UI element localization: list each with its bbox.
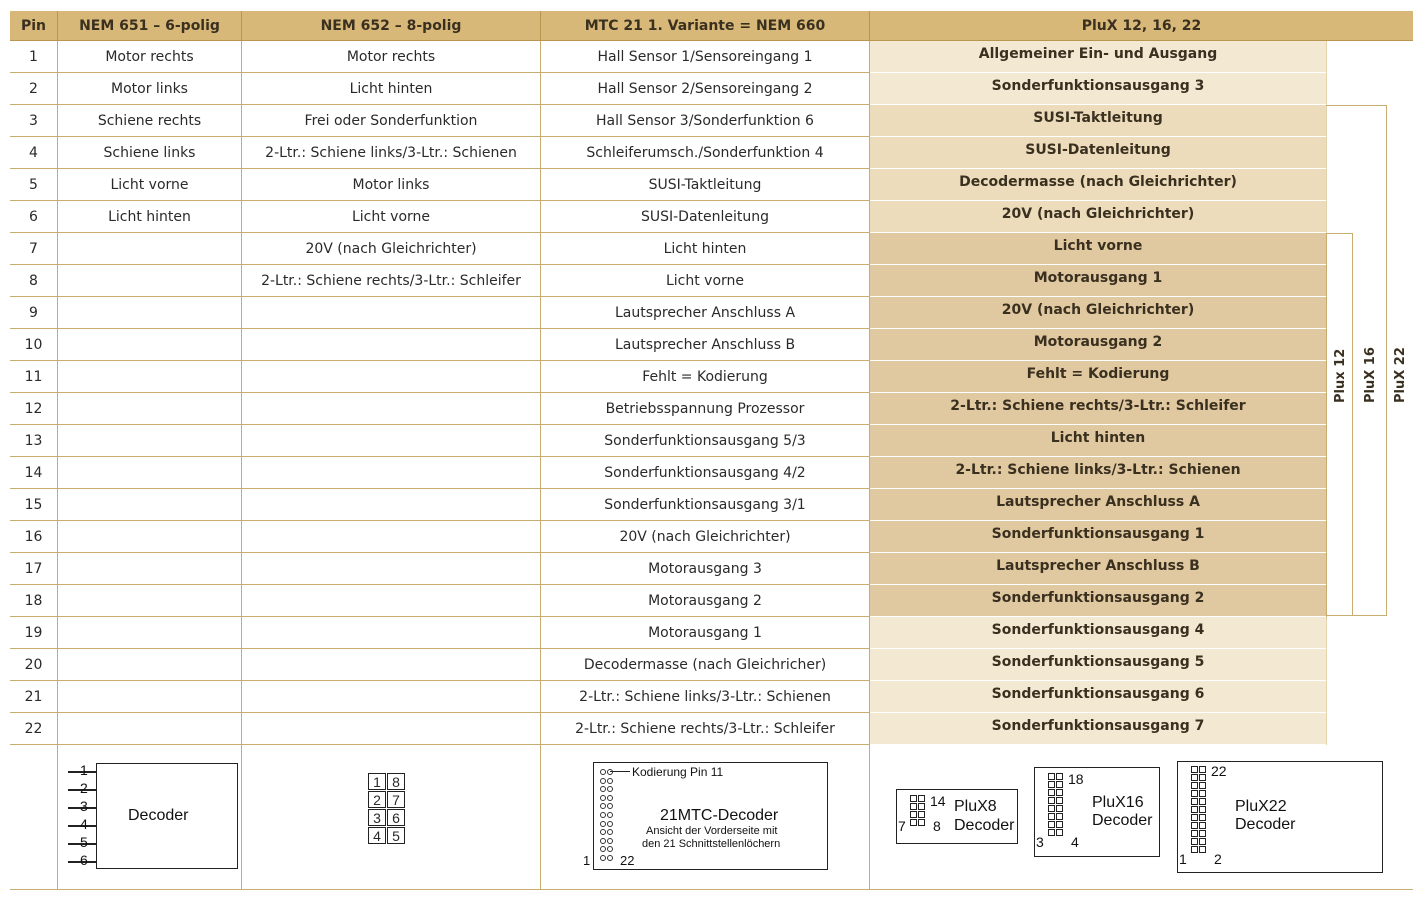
nem651-cell [58,393,242,425]
plux12-label: Plux 12 [1333,348,1348,403]
mtc21-hole [607,812,613,818]
mtc21-hole [607,769,613,775]
nem652-cell [242,649,541,681]
plux-row-edge [1326,713,1327,745]
plux-cell: Sonderfunktionsausgang 6 [870,681,1326,713]
pin-number-cell: 3 [10,105,58,137]
pin-number-cell: 4 [10,137,58,169]
mtc21-diagram [583,762,828,870]
nem651-cell [58,585,242,617]
nem652-cell: 2-Ltr.: Schiene rechts/3-Ltr.: Schleifer [242,265,541,297]
header-plux: PluX 12, 16, 22 [870,11,1413,41]
nem652-diagram [368,773,408,853]
mtc21-pin-last: 22 [620,853,635,868]
nem651-pin-label: 1 [80,762,88,778]
pin-number-cell: 22 [10,713,58,745]
nem651-pin-label: 2 [80,780,88,796]
plux-pin-square [918,811,925,818]
plux-pin-square [1056,773,1063,780]
pin-number-cell: 9 [10,297,58,329]
nem651-pin-label: 4 [80,816,88,832]
nem652-cell [242,553,541,585]
plux-cell: 2-Ltr.: Schiene links/3-Ltr.: Schienen [870,457,1326,489]
nem651-decoder-label: Decoder [128,807,189,824]
plux-cell: SUSI-Datenleitung [870,137,1326,169]
mtc21-cell: 20V (nach Gleichrichter) [541,521,870,553]
header-nem652: NEM 652 – 8-polig [242,11,541,41]
plux-pin-square [1199,790,1206,797]
diagram-plux-cell [870,745,1413,890]
plux22-sub: Decoder [1235,816,1296,833]
plux8-title: PluX8 [954,798,997,815]
mtc21-hole [600,795,606,801]
plux-pin-square [1191,766,1198,773]
plux22-diagram [1177,761,1383,873]
plux8-pin-top: 14 [930,793,946,809]
mtc21-hole [607,838,613,844]
mtc21-cell: Hall Sensor 3/Sonderfunktion 6 [541,105,870,137]
plux-cell: Sonderfunktionsausgang 7 [870,713,1326,745]
mtc21-cell: 2-Ltr.: Schiene rechts/3-Ltr.: Schleifer [541,713,870,745]
mtc21-cell: Decodermasse (nach Gleichricher) [541,649,870,681]
nem652-cell [242,521,541,553]
plux-pin-square [1191,846,1198,853]
nem651-pin-label: 3 [80,798,88,814]
plux-pin-square [918,819,925,826]
mtc21-cell: Lautsprecher Anschluss B [541,329,870,361]
plux-cell: Allgemeiner Ein- und Ausgang [870,41,1326,73]
mtc21-coding-arrow [610,771,630,772]
mtc21-cell: Sonderfunktionsausgang 5/3 [541,425,870,457]
mtc21-hole [600,778,606,784]
plux16-pin-top: 18 [1068,771,1084,787]
mtc21-cell: Sonderfunktionsausgang 4/2 [541,457,870,489]
plux-pin-square [910,811,917,818]
nem652-cell [242,425,541,457]
nem651-cell [58,649,242,681]
nem652-pin-box: 4 [368,827,386,844]
nem651-cell [58,457,242,489]
mtc21-cell: 2-Ltr.: Schiene links/3-Ltr.: Schienen [541,681,870,713]
plux-pin-square [1199,798,1206,805]
plux-pin-square [1056,781,1063,788]
pin-number-cell: 17 [10,553,58,585]
nem651-pin-label: 6 [80,852,88,868]
mtc21-hole [607,786,613,792]
mtc21-cell: Motorausgang 2 [541,585,870,617]
plux-pin-square [1056,821,1063,828]
plux-row-edge [1326,617,1327,649]
nem651-cell [58,265,242,297]
plux-cell: Sonderfunktionsausgang 1 [870,521,1326,553]
nem651-cell: Licht hinten [58,201,242,233]
nem651-diagram [68,763,238,873]
plux-pin-square [910,819,917,826]
nem652-cell: Frei oder Sonderfunktion [242,105,541,137]
mtc21-note-2: den 21 Schnittstellenlöchern [642,838,781,850]
plux-cell: Motorausgang 2 [870,329,1326,361]
plux-pin-square [1199,822,1206,829]
pin-number-cell: 20 [10,649,58,681]
mtc21-pin-first: 1 [583,853,591,868]
mtc21-hole [600,821,606,827]
nem652-cell: Licht vorne [242,201,541,233]
pin-number-cell: 2 [10,73,58,105]
plux-pin-square [1199,846,1206,853]
mtc21-hole [607,778,613,784]
plux-pin-square [1048,829,1055,836]
plux16-pin-right: 4 [1071,834,1079,850]
plux16-label: PluX 16 [1363,347,1378,403]
nem651-cell: Schiene links [58,137,242,169]
plux16-bracket [1326,233,1353,616]
plux-pin-square [1191,814,1198,821]
mtc21-hole [607,855,613,861]
pin-number-cell: 12 [10,393,58,425]
plux-pin-square [918,795,925,802]
mtc21-hole [600,855,606,861]
plux-row-edge [1326,649,1327,681]
plux-pin-square [1191,798,1198,805]
pin-number-cell: 15 [10,489,58,521]
pin-number-cell: 7 [10,233,58,265]
nem652-cell [242,457,541,489]
mtc21-cell: Motorausgang 1 [541,617,870,649]
plux16-sub: Decoder [1092,812,1153,829]
pin-number-cell: 16 [10,521,58,553]
mtc21-cell: SUSI-Datenleitung [541,201,870,233]
plux-pin-square [1056,805,1063,812]
mtc21-hole [607,795,613,801]
nem652-cell: Motor rechts [242,41,541,73]
plux22-pin-top: 22 [1211,763,1227,779]
mtc21-hole [600,838,606,844]
plux-pin-square [1048,813,1055,820]
nem652-cell: 20V (nach Gleichrichter) [242,233,541,265]
pin-number-cell: 19 [10,617,58,649]
plux-pin-square [1191,830,1198,837]
nem651-cell [58,713,242,745]
nem652-pin-box: 3 [368,809,386,826]
mtc21-cell: Motorausgang 3 [541,553,870,585]
mtc21-cell: Sonderfunktionsausgang 3/1 [541,489,870,521]
nem652-pin-box: 1 [368,773,386,790]
plux-pin-square [1191,838,1198,845]
nem652-cell: 2-Ltr.: Schiene links/3-Ltr.: Schienen [242,137,541,169]
plux-pin-square [1048,797,1055,804]
nem651-cell [58,617,242,649]
plux-pin-square [1056,789,1063,796]
plux-pin-square [1048,781,1055,788]
pin-number-cell: 21 [10,681,58,713]
plux-cell: Fehlt = Kodierung [870,361,1326,393]
pin-number-cell: 10 [10,329,58,361]
plux-pin-square [918,803,925,810]
mtc21-cell: Licht vorne [541,265,870,297]
plux22-pin-right: 2 [1214,851,1222,867]
plux-pin-square [910,795,917,802]
nem651-cell [58,521,242,553]
nem651-cell: Licht vorne [58,169,242,201]
plux-pin-square [1199,774,1206,781]
diagram-mtc21-cell [541,745,870,890]
mtc21-title: 21MTC-Decoder [660,807,779,824]
plux-pin-square [1199,766,1206,773]
mtc21-hole [600,769,606,775]
plux-row-edge [1326,681,1327,713]
mtc21-cell: Hall Sensor 2/Sensoreingang 2 [541,73,870,105]
plux-pin-square [1191,806,1198,813]
mtc21-cell: Fehlt = Kodierung [541,361,870,393]
nem652-cell [242,361,541,393]
plux-pin-square [1048,805,1055,812]
plux-cell: Motorausgang 1 [870,265,1326,297]
plux22-title: PluX22 [1235,798,1287,815]
plux-pin-square [1199,838,1206,845]
mtc21-hole [607,846,613,852]
pin-number-cell: 18 [10,585,58,617]
nem652-pin-box: 7 [387,791,405,808]
plux-cell: Decodermasse (nach Gleichrichter) [870,169,1326,201]
mtc21-hole [607,829,613,835]
plux-row-edge [1326,41,1327,73]
plux8-pin-left: 7 [898,818,906,834]
plux-pin-square [1199,814,1206,821]
nem651-cell: Schiene rechts [58,105,242,137]
plux-cell: 20V (nach Gleichrichter) [870,297,1326,329]
pin-number-cell: 6 [10,201,58,233]
diagram-nem651-cell [58,745,242,890]
plux-pin-square [1199,830,1206,837]
nem651-cell [58,361,242,393]
nem651-cell [58,489,242,521]
nem652-cell [242,329,541,361]
connector-table [10,11,1413,890]
header-nem651: NEM 651 – 6-polig [58,11,242,41]
plux-pin-square [1191,822,1198,829]
plux-pin-square [1056,829,1063,836]
plux-row-edge [1326,73,1327,105]
nem651-cell: Motor rechts [58,41,242,73]
nem651-cell: Motor links [58,73,242,105]
nem652-pin-box: 8 [387,773,405,790]
plux-pin-square [1199,806,1206,813]
plux-cell: Licht hinten [870,425,1326,457]
nem651-pin-label: 5 [80,834,88,850]
plux-cell: Sonderfunktionsausgang 5 [870,649,1326,681]
plux-pin-square [1048,789,1055,796]
header-pin: Pin [10,11,58,41]
mtc21-cell: Hall Sensor 1/Sensoreingang 1 [541,41,870,73]
plux-pin-square [1191,782,1198,789]
plux16-title: PluX16 [1092,794,1144,811]
mtc21-cell: Schleiferumsch./Sonderfunktion 4 [541,137,870,169]
plux16-pin-left: 3 [1036,834,1044,850]
pin-number-cell: 14 [10,457,58,489]
mtc21-coding-label: Kodierung Pin 11 [632,765,724,779]
mtc21-cell: Lautsprecher Anschluss A [541,297,870,329]
nem652-cell [242,297,541,329]
nem652-cell [242,393,541,425]
plux-pin-square [1056,797,1063,804]
nem651-cell [58,329,242,361]
nem652-cell [242,617,541,649]
nem651-cell [58,297,242,329]
plux22-pin-left: 1 [1179,851,1187,867]
mtc21-hole [600,846,606,852]
nem651-cell [58,233,242,265]
nem651-cell [58,425,242,457]
plux-cell: Sonderfunktionsausgang 3 [870,73,1326,105]
plux-pin-square [1048,773,1055,780]
diagram-nem652-cell [242,745,541,890]
plux16-diagram [1034,767,1160,857]
plux-pin-square [1191,774,1198,781]
plux-cell: Lautsprecher Anschluss A [870,489,1326,521]
nem652-pin-box: 6 [387,809,405,826]
plux-cell: 20V (nach Gleichrichter) [870,201,1326,233]
pin-number-cell: 11 [10,361,58,393]
mtc21-hole [607,803,613,809]
plux-pin-square [1056,813,1063,820]
mtc21-note-1: Ansicht der Vorderseite mit [646,825,778,837]
diagram-row-pin [10,745,58,890]
nem652-cell [242,489,541,521]
nem651-cell [58,553,242,585]
pin-number-cell: 8 [10,265,58,297]
plux8-sub: Decoder [954,817,1015,834]
mtc21-cell: SUSI-Taktleitung [541,169,870,201]
plux-cell: 2-Ltr.: Schiene rechts/3-Ltr.: Schleifer [870,393,1326,425]
mtc21-hole [607,821,613,827]
plux-cell: SUSI-Taktleitung [870,105,1326,137]
header-mtc21: MTC 21 1. Variante = NEM 660 [541,11,870,41]
plux-pin-square [1048,821,1055,828]
nem652-pin-box: 2 [368,791,386,808]
plux-pin-square [1199,782,1206,789]
mtc21-cell: Betriebsspannung Prozessor [541,393,870,425]
nem652-cell: Licht hinten [242,73,541,105]
pin-number-cell: 5 [10,169,58,201]
mtc21-hole [600,829,606,835]
mtc21-cell: Licht hinten [541,233,870,265]
plux22-label: PluX 22 [1393,347,1408,403]
nem652-cell [242,585,541,617]
plux8-diagram [896,789,1018,844]
mtc21-hole [600,803,606,809]
pin-number-cell: 13 [10,425,58,457]
pin-number-cell: 1 [10,41,58,73]
nem652-pin-box: 5 [387,827,405,844]
plux-pin-square [1191,790,1198,797]
nem652-cell: Motor links [242,169,541,201]
mtc21-hole [600,786,606,792]
nem652-cell [242,713,541,745]
nem652-cell [242,681,541,713]
plux-pin-square [910,803,917,810]
plux-cell: Lautsprecher Anschluss B [870,553,1326,585]
plux-cell: Sonderfunktionsausgang 4 [870,617,1326,649]
mtc21-hole [600,812,606,818]
plux8-pin-right: 8 [933,818,941,834]
plux-cell: Licht vorne [870,233,1326,265]
plux-cell: Sonderfunktionsausgang 2 [870,585,1326,617]
nem651-cell [58,681,242,713]
